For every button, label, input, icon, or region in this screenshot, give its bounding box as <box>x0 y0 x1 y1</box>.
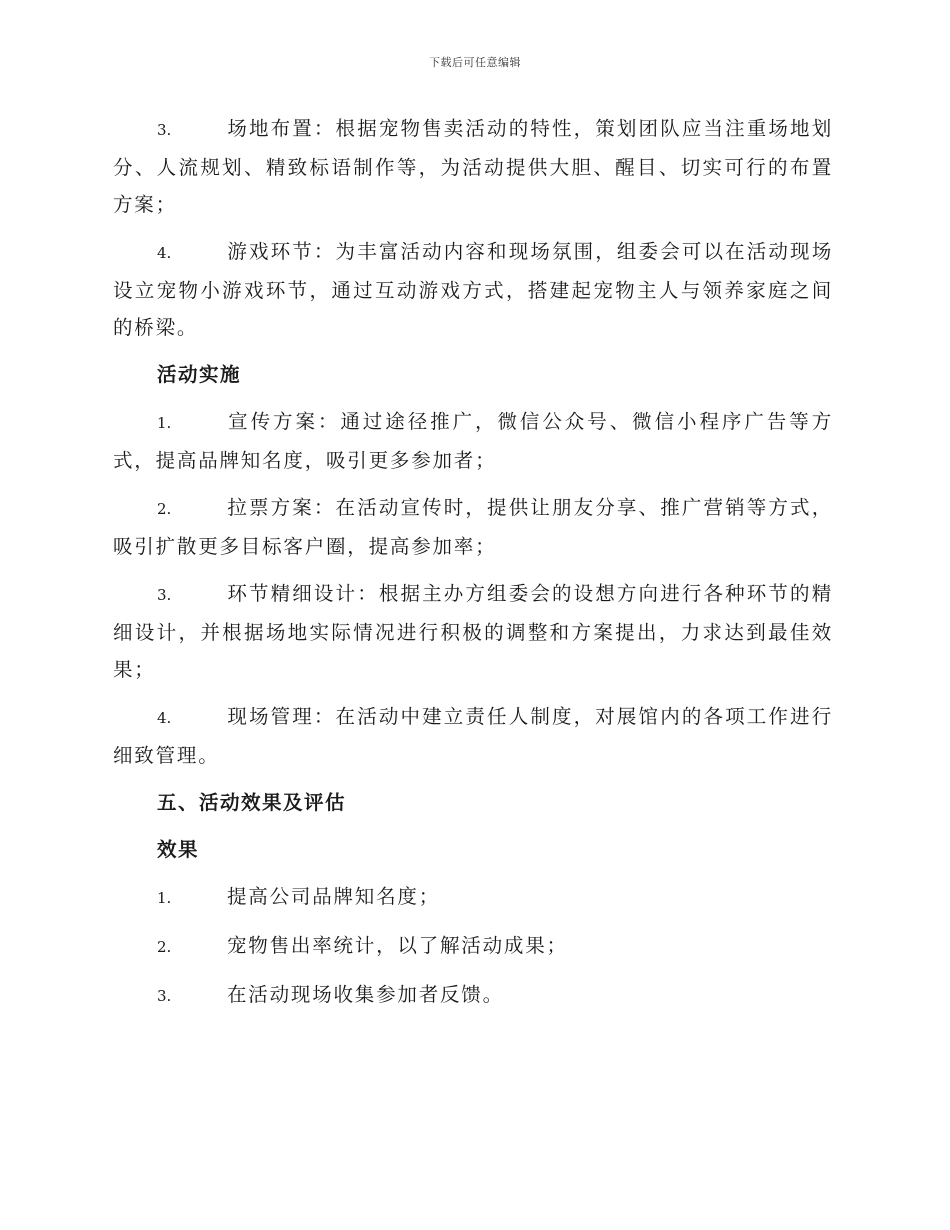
list-item-number: 2. <box>157 500 172 518</box>
page-header: 下载后可任意编辑 <box>429 56 521 69</box>
list-item <box>113 976 833 1015</box>
list-item-text: 现场管理：在活动中建立责任人制度，对展馆内的各项工作进行细致管理。 <box>113 705 833 767</box>
subsection-heading: 效果 <box>157 838 200 861</box>
list-item <box>113 878 833 917</box>
list-item <box>113 110 833 223</box>
list-item <box>113 489 833 565</box>
list-item-text: 环节精细设计：根据主办方组委会的设想方向进行各种环节的精细设计，并根据场地实际情况进行积极的调整和方案提出，力求达到最佳效果； <box>113 582 833 681</box>
section-heading: 活动实施 <box>157 363 242 386</box>
list-item-number: 4. <box>157 244 172 262</box>
list-item-text: 在活动现场收集参加者反馈。 <box>227 983 504 1006</box>
list-item-number: 3. <box>157 987 172 1005</box>
list-item <box>113 575 833 688</box>
list-item-text: 宠物售出率统计，以了解活动成果； <box>227 934 568 957</box>
list-item <box>113 927 833 966</box>
list-item-text: 拉票方案：在活动宣传时，提供让朋友分享、推广营销等方式，吸引扩散更多目标客户圈，提高参加率； <box>113 496 833 558</box>
list-item-text: 场地布置：根据宠物售卖活动的特性，策划团队应当注重场地划分、人流规划、精致标语制作等，为活动提供大胆、醒目、切实可行的布置方案； <box>113 117 833 216</box>
list-item-number: 4. <box>157 709 172 727</box>
list-item-number: 3. <box>157 586 172 604</box>
list-item <box>113 698 833 774</box>
list-item <box>113 403 833 479</box>
list-item-number: 2. <box>157 938 172 956</box>
document-body <box>113 110 833 1025</box>
list-item <box>113 233 833 346</box>
section-heading: 五、活动效果及评估 <box>157 791 347 814</box>
list-item-number: 1. <box>157 414 172 432</box>
list-item-text: 游戏环节：为丰富活动内容和现场氛围，组委会可以在活动现场设立宠物小游戏环节，通过互动游戏方式，搭建起宠物主人与领养家庭之间的桥梁。 <box>113 240 833 339</box>
list-item-text: 提高公司品牌知名度； <box>227 885 441 908</box>
list-item-number: 1. <box>157 889 172 907</box>
list-item-number: 3. <box>157 121 172 139</box>
list-item-text: 宣传方案：通过途径推广，微信公众号、微信小程序广告等方式，提高品牌知名度，吸引更多参加者； <box>113 410 833 472</box>
